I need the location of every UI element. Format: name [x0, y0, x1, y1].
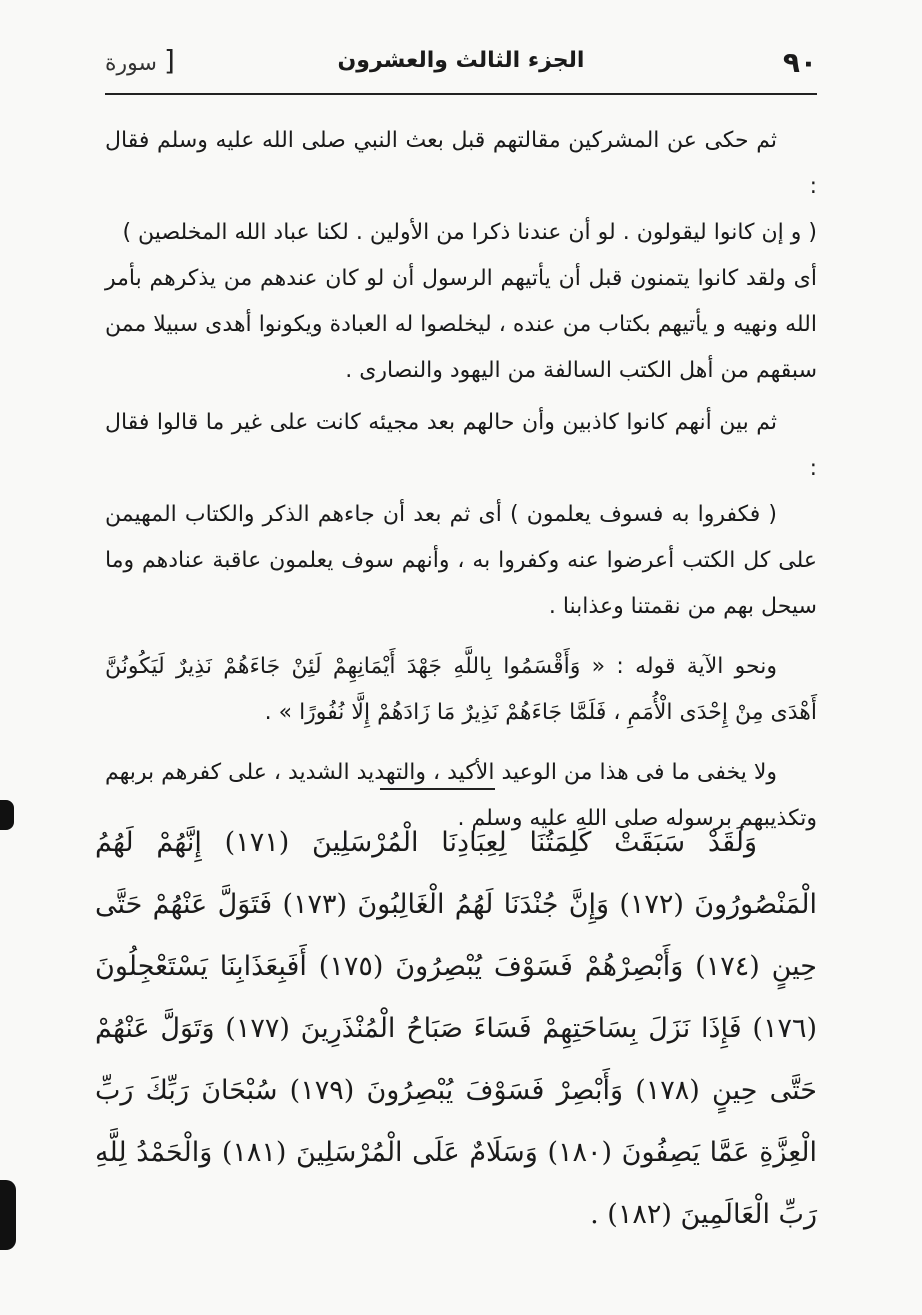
quran-passage — [95, 812, 817, 1246]
bracket-icon: [ — [163, 44, 175, 77]
scan-mark — [0, 800, 14, 830]
paragraph: ثم بين أنهم كانوا كاذبين وأن حالهم بعد مجيئه كانت على غير ما قالوا فقال : — [105, 410, 817, 481]
page-number: ٩٠ — [782, 46, 817, 79]
quran-verses: وَلَقَدْ سَبَقَتْ كَلِمَتُنَا لِعِبَادِنَا الْمُرْسَلِينَ (١٧١) إِنَّهُمْ لَهُمُ الْمَنْصُورُونَ (١٧٢) وَإِنَّ جُنْدَنَا لَهُمُ الْغَالِبُونَ (١٧٣) فَتَوَلَّ عَنْهُمْ حَتَّى حِينٍ (١٧٤) وَأَبْصِرْهُمْ فَسَوْفَ يُبْصِرُونَ (١٧٥) أَفَبِعَذَابِنَا يَسْتَعْجِلُونَ (١٧٦) فَإِذَا نَزَلَ بِسَاحَتِهِمْ فَسَاءَ صَبَاحُ الْمُنْذَرِينَ (١٧٧) وَتَوَلَّ عَنْهُمْ حَتَّى حِينٍ (١٧٨) وَأَبْصِرْ فَسَوْفَ يُبْصِرُونَ (١٧٩) سُبْحَانَ رَبِّكَ رَبِّ الْعِزَّةِ عَمَّا يَصِفُونَ (١٨٠) وَسَلَامٌ عَلَى الْمُرْسَلِينَ (١٨١) وَالْحَمْدُ لِلَّهِ رَبِّ الْعَالَمِينَ (١٨٢) . — [95, 827, 818, 1230]
commentary-text — [105, 118, 817, 842]
paragraph: ولا يخفى ما فى هذا من الوعيد الأكيد ، والتهديد الشديد ، على كفرهم بربهم وتكذيبهم برسوله صلى الله عليه وسلم . — [104, 760, 817, 831]
header-rule — [105, 93, 817, 95]
paragraph: ( و إن كانوا ليقولون . لو أن عندنا ذكرا من الأولين . لكنا عباد الله المخلصين ) — [122, 220, 817, 245]
paragraph: ( فكفروا به فسوف يعلمون ) أى ثم بعد أن جاءهم الذكر والكتاب المهيمن على كل الكتب أعرضوا عنه وكفروا به ، وأنهم سوف يعلمون عاقبة عنادهم وما سيحل بهم من نقمتنا وعذابنا . — [105, 502, 817, 619]
section-divider — [380, 788, 495, 790]
scan-mark — [0, 1180, 16, 1250]
surah-label-text: سورة — [105, 51, 157, 76]
surah-label — [105, 44, 175, 77]
paragraph: أى ولقد كانوا يتمنون قبل أن يأتيهم الرسول أن لو كان عندهم من يذكرهم بأمر الله ونهيه و يأتيهم بكتاب من عنده ، ليخلصوا له العبادة ويكونوا أهدى سبيلا ممن سبقهم من أهل الكتب السالفة من اليهود والنصارى . — [105, 266, 817, 383]
paragraph: ونحو الآية قوله : « وَأَقْسَمُوا بِاللَّهِ جَهْدَ أَيْمَانِهِمْ لَئِنْ جَاءَهُمْ نَذِيرٌ لَيَكُونُنَّ أَهْدَى مِنْ إِحْدَى الْأُمَمِ ، فَلَمَّا جَاءَهُمْ نَذِيرٌ مَا زَادَهُمْ إِلَّا نُفُورًا » . — [105, 654, 817, 725]
page-header — [105, 40, 817, 96]
running-title: الجزء الثالث والعشرون — [337, 48, 585, 73]
paragraph: ثم حكى عن المشركين مقالتهم قبل بعث النبي صلى الله عليه وسلم فقال : — [105, 128, 817, 199]
